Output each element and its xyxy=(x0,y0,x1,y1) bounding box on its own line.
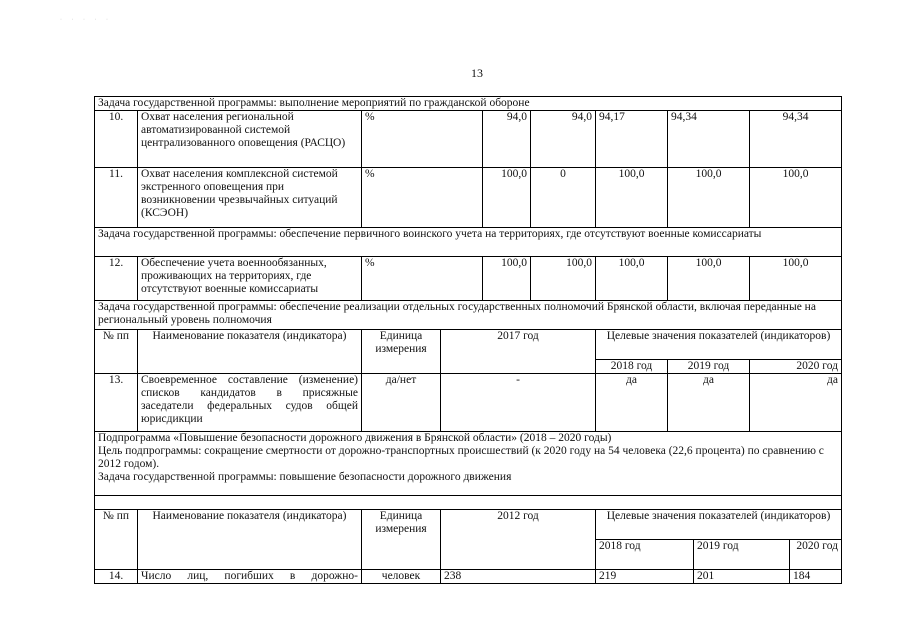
value-cell: 100,0 xyxy=(668,257,750,301)
value-cell: 100,0 xyxy=(668,168,750,228)
header-year-2018: 2018 год xyxy=(596,360,668,374)
spacer-row xyxy=(95,496,842,510)
value-cell: 184 xyxy=(790,570,842,584)
value-cell: 94,34 xyxy=(750,111,842,168)
row-number: 14. xyxy=(95,570,138,584)
header-year-2020: 2020 год xyxy=(750,360,842,374)
task-row xyxy=(95,97,842,111)
header-target-values: Целевые значения показателей (индикаторов) xyxy=(596,510,842,540)
value-cell: 100,0 xyxy=(596,168,668,228)
header-year-2020: 2020 год xyxy=(790,540,842,570)
task-row xyxy=(95,228,842,257)
header-number: № пп xyxy=(95,510,138,570)
indicator-name: Охват населения региональной автоматизированной системой централизованного оповещения (РАСЦО) xyxy=(138,111,362,168)
table-row xyxy=(95,111,842,168)
value-cell: 94,0 xyxy=(483,111,531,168)
header-base-year: 2017 год xyxy=(441,330,596,374)
header-base-year: 2012 год xyxy=(441,510,596,570)
header-year-2019: 2019 год xyxy=(694,540,790,570)
task-state-powers: Задача государственной программы: обеспечение реализации отдельных государственных полномочий Брянской области, включая переданные на региональный уровень полномочия xyxy=(95,301,842,330)
subprogram-goal: Цель подпрограммы: сокращение смертности от дорожно-транспортных происшествий (к 2020 году на 54 человека (22,6 процента) по сравнению с 2012 годом). xyxy=(98,445,824,470)
indicator-name: Охват населения комплексной системой экстренного оповещения при возникновении чрезвычайных ситуаций (КСЭОН) xyxy=(138,168,362,228)
header-year-2018: 2018 год xyxy=(596,540,694,570)
row-number: 10. xyxy=(95,111,138,168)
unit-cell: % xyxy=(362,168,483,228)
base-value-cell: - xyxy=(441,374,596,432)
task-civil-defense: Задача государственной программы: выполнение мероприятий по гражданской обороне xyxy=(95,97,842,111)
table-row xyxy=(95,257,842,301)
header-number: № пп xyxy=(95,330,138,374)
unit-cell: % xyxy=(362,111,483,168)
value-cell: 0 xyxy=(531,168,596,228)
value-cell: 100,0 xyxy=(483,257,531,301)
value-cell: 94,34 xyxy=(668,111,750,168)
table-header-row xyxy=(95,510,842,540)
unit-cell: человек xyxy=(362,570,441,584)
unit-cell: да/нет xyxy=(362,374,441,432)
base-value-cell: 238 xyxy=(441,570,596,584)
value-cell: 100,0 xyxy=(483,168,531,228)
indicator-table xyxy=(94,96,842,584)
subprogram-title: Подпрограмма «Повышение безопасности дорожного движения в Брянской области» (2018 – 2020 годы) xyxy=(98,432,612,444)
header-target-values: Целевые значения показателей (индикаторов) xyxy=(596,330,842,360)
scan-mark: · · · · · xyxy=(60,17,112,23)
header-year-2019: 2019 год xyxy=(668,360,750,374)
table-row xyxy=(95,168,842,228)
row-number: 13. xyxy=(95,374,138,432)
page-number: 13 xyxy=(471,66,483,80)
task-military-registration: Задача государственной программы: обеспечение первичного воинского учета на территориях, где отсутствуют военные комиссариаты xyxy=(95,228,842,257)
header-unit: Единица измерения xyxy=(362,330,441,374)
value-cell: 100,0 xyxy=(750,257,842,301)
indicator-name: Своевременное составление (изменение) списков кандидатов в присяжные заседатели федеральных судов общей юрисдикции xyxy=(138,374,362,432)
value-cell: да xyxy=(668,374,750,432)
task-row xyxy=(95,301,842,330)
header-indicator-name: Наименование показателя (индикатора) xyxy=(138,330,362,374)
value-cell: да xyxy=(750,374,842,432)
subprogram-task: Задача государственной программы: повышение безопасности дорожного движения xyxy=(98,471,512,483)
subprogram-block xyxy=(95,432,842,496)
value-cell: 201 xyxy=(694,570,790,584)
header-unit: Единица измерения xyxy=(362,510,441,570)
table-row xyxy=(95,570,842,584)
value-cell: 219 xyxy=(596,570,694,584)
value-cell: 100,0 xyxy=(750,168,842,228)
value-cell: 100,0 xyxy=(531,257,596,301)
value-cell: да xyxy=(596,374,668,432)
value-cell: 94,17 xyxy=(596,111,668,168)
row-number: 12. xyxy=(95,257,138,301)
indicator-name: Число лиц, погибших в дорожно- xyxy=(138,570,362,584)
unit-cell: % xyxy=(362,257,483,301)
subprogram-row xyxy=(95,432,842,496)
row-number: 11. xyxy=(95,168,138,228)
indicator-name: Обеспечение учета военнообязанных, проживающих на территориях, где отсутствуют военные комиссариаты xyxy=(138,257,362,301)
value-cell: 94,0 xyxy=(531,111,596,168)
table-row xyxy=(95,374,842,432)
value-cell: 100,0 xyxy=(596,257,668,301)
header-indicator-name: Наименование показателя (индикатора) xyxy=(138,510,362,570)
table-header-row xyxy=(95,330,842,360)
